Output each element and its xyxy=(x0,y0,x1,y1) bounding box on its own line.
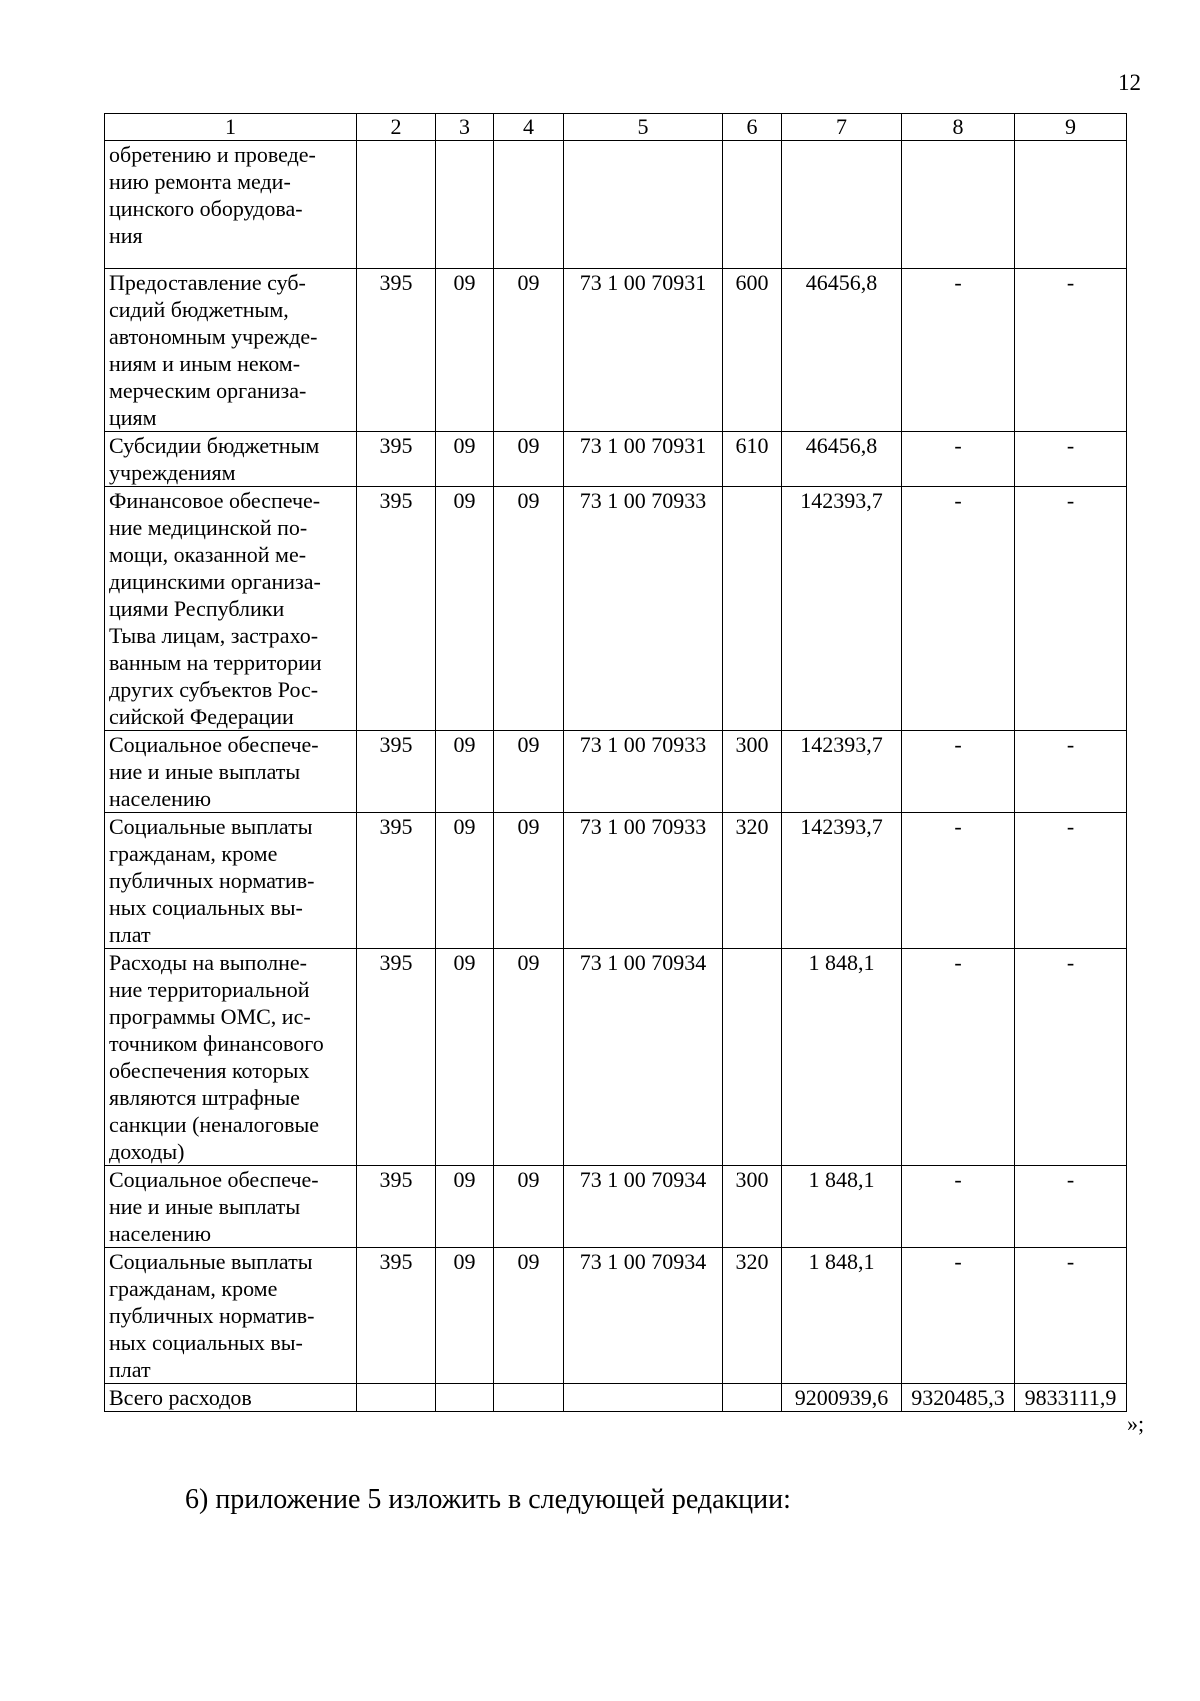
row-name-cell: Социальные выплаты гражданам, кроме публичных норматив- ных социальных вы- плат xyxy=(105,813,357,949)
subsection-cell: 09 xyxy=(494,949,564,1166)
empty-cell xyxy=(564,1384,723,1412)
table-row xyxy=(105,432,1127,487)
row-name-cell: Социальное обеспече- ние и иные выплаты населению xyxy=(105,731,357,813)
empty-cell xyxy=(494,1384,564,1412)
column-header: 3 xyxy=(436,114,494,141)
admin-code-cell: 395 xyxy=(357,432,436,487)
empty-cell xyxy=(357,1384,436,1412)
amount-year1-cell: 1 848,1 xyxy=(782,1248,902,1384)
expense-type-cell: 600 xyxy=(723,269,782,432)
column-header: 1 xyxy=(105,114,357,141)
column-header: 7 xyxy=(782,114,902,141)
amendment-text: 6) приложение 5 изложить в следующей редакции: xyxy=(185,1484,791,1515)
admin-code-cell: 395 xyxy=(357,1166,436,1248)
amount-year2-cell: - xyxy=(902,487,1015,731)
amount-year1-cell xyxy=(782,141,902,269)
closing-quote: »; xyxy=(1127,1411,1145,1436)
subsection-cell: 09 xyxy=(494,432,564,487)
empty-cell xyxy=(436,1384,494,1412)
admin-code-cell: 395 xyxy=(357,269,436,432)
expense-type-cell: 610 xyxy=(723,432,782,487)
section-cell: 09 xyxy=(436,813,494,949)
table-row xyxy=(105,1248,1127,1384)
amount-year2-cell: - xyxy=(902,813,1015,949)
subsection-cell: 09 xyxy=(494,813,564,949)
table-row xyxy=(105,141,1127,269)
amount-year1-cell: 142393,7 xyxy=(782,487,902,731)
column-header: 5 xyxy=(564,114,723,141)
admin-code-cell: 395 xyxy=(357,1248,436,1384)
target-article-cell xyxy=(564,141,723,269)
admin-code-cell: 395 xyxy=(357,813,436,949)
target-article-cell: 73 1 00 70931 xyxy=(564,269,723,432)
amount-year1-cell: 1 848,1 xyxy=(782,1166,902,1248)
amount-year3-cell xyxy=(1015,141,1127,269)
target-article-cell: 73 1 00 70933 xyxy=(564,731,723,813)
amount-year1-cell: 1 848,1 xyxy=(782,949,902,1166)
target-article-cell: 73 1 00 70934 xyxy=(564,1166,723,1248)
subsection-cell: 09 xyxy=(494,269,564,432)
expense-type-cell: 320 xyxy=(723,1248,782,1384)
subsection-cell: 09 xyxy=(494,1248,564,1384)
total-row xyxy=(105,1384,1127,1412)
total-year1: 9200939,6 xyxy=(782,1384,902,1412)
amount-year3-cell: - xyxy=(1015,949,1127,1166)
target-article-cell: 73 1 00 70933 xyxy=(564,487,723,731)
row-name-cell: Расходы на выполне- ние территориальной программы ОМС, ис- точником финансового обеспечения которых являются штрафные санкции (неналоговые доходы) xyxy=(105,949,357,1166)
column-header: 9 xyxy=(1015,114,1127,141)
amount-year1-cell: 46456,8 xyxy=(782,269,902,432)
expense-type-cell xyxy=(723,487,782,731)
column-header: 6 xyxy=(723,114,782,141)
admin-code-cell: 395 xyxy=(357,731,436,813)
section-cell: 09 xyxy=(436,1248,494,1384)
table-row xyxy=(105,269,1127,432)
section-cell: 09 xyxy=(436,949,494,1166)
amount-year3-cell: - xyxy=(1015,487,1127,731)
expense-type-cell xyxy=(723,141,782,269)
expense-type-cell: 300 xyxy=(723,1166,782,1248)
amount-year1-cell: 142393,7 xyxy=(782,731,902,813)
section-cell: 09 xyxy=(436,1166,494,1248)
row-name-cell: обретению и проведе- нию ремонта меди- цинского оборудова- ния xyxy=(105,141,357,269)
table-row xyxy=(105,731,1127,813)
section-cell: 09 xyxy=(436,731,494,813)
expense-type-cell: 320 xyxy=(723,813,782,949)
subsection-cell: 09 xyxy=(494,487,564,731)
amount-year3-cell: - xyxy=(1015,1248,1127,1384)
budget-table xyxy=(104,113,1127,1412)
subsection-cell: 09 xyxy=(494,1166,564,1248)
target-article-cell: 73 1 00 70933 xyxy=(564,813,723,949)
amount-year3-cell: - xyxy=(1015,731,1127,813)
section-cell: 09 xyxy=(436,432,494,487)
amount-year3-cell: - xyxy=(1015,269,1127,432)
row-name-cell: Социальные выплаты гражданам, кроме публичных норматив- ных социальных вы- плат xyxy=(105,1248,357,1384)
amount-year2-cell xyxy=(902,141,1015,269)
target-article-cell: 73 1 00 70931 xyxy=(564,432,723,487)
table-row xyxy=(105,949,1127,1166)
column-header: 4 xyxy=(494,114,564,141)
subsection-cell: 09 xyxy=(494,731,564,813)
page-number: 12 xyxy=(1118,70,1141,95)
amount-year2-cell: - xyxy=(902,1166,1015,1248)
table-row xyxy=(105,813,1127,949)
empty-cell xyxy=(723,1384,782,1412)
row-name-cell: Социальное обеспече- ние и иные выплаты населению xyxy=(105,1166,357,1248)
column-number-row xyxy=(105,114,1127,141)
expense-type-cell xyxy=(723,949,782,1166)
admin-code-cell xyxy=(357,141,436,269)
amount-year2-cell: - xyxy=(902,949,1015,1166)
total-year3: 9833111,9 xyxy=(1015,1384,1127,1412)
row-name-cell: Финансовое обеспече- ние медицинской по- мощи, оказанной ме- дицинскими организа- циями Республики Тыва лицам, застрахо- ванным на территории других субъектов Рос- сийской Федерации xyxy=(105,487,357,731)
total-year2: 9320485,3 xyxy=(902,1384,1015,1412)
amount-year3-cell: - xyxy=(1015,1166,1127,1248)
amount-year2-cell: - xyxy=(902,731,1015,813)
column-header: 8 xyxy=(902,114,1015,141)
total-label: Всего расходов xyxy=(105,1384,357,1412)
row-name-cell: Субсидии бюджетным учреждениям xyxy=(105,432,357,487)
amount-year1-cell: 46456,8 xyxy=(782,432,902,487)
section-cell: 09 xyxy=(436,269,494,432)
admin-code-cell: 395 xyxy=(357,487,436,731)
admin-code-cell: 395 xyxy=(357,949,436,1166)
subsection-cell xyxy=(494,141,564,269)
row-name-cell: Предоставление суб- сидий бюджетным, автономным учрежде- ниям и иным неком- мерческим организа- циям xyxy=(105,269,357,432)
amount-year1-cell: 142393,7 xyxy=(782,813,902,949)
table-row xyxy=(105,487,1127,731)
target-article-cell: 73 1 00 70934 xyxy=(564,949,723,1166)
amount-year2-cell: - xyxy=(902,1248,1015,1384)
amount-year2-cell: - xyxy=(902,432,1015,487)
expense-type-cell: 300 xyxy=(723,731,782,813)
table-row xyxy=(105,1166,1127,1248)
column-header: 2 xyxy=(357,114,436,141)
amount-year3-cell: - xyxy=(1015,432,1127,487)
section-cell: 09 xyxy=(436,487,494,731)
target-article-cell: 73 1 00 70934 xyxy=(564,1248,723,1384)
amount-year3-cell: - xyxy=(1015,813,1127,949)
amount-year2-cell: - xyxy=(902,269,1015,432)
section-cell xyxy=(436,141,494,269)
